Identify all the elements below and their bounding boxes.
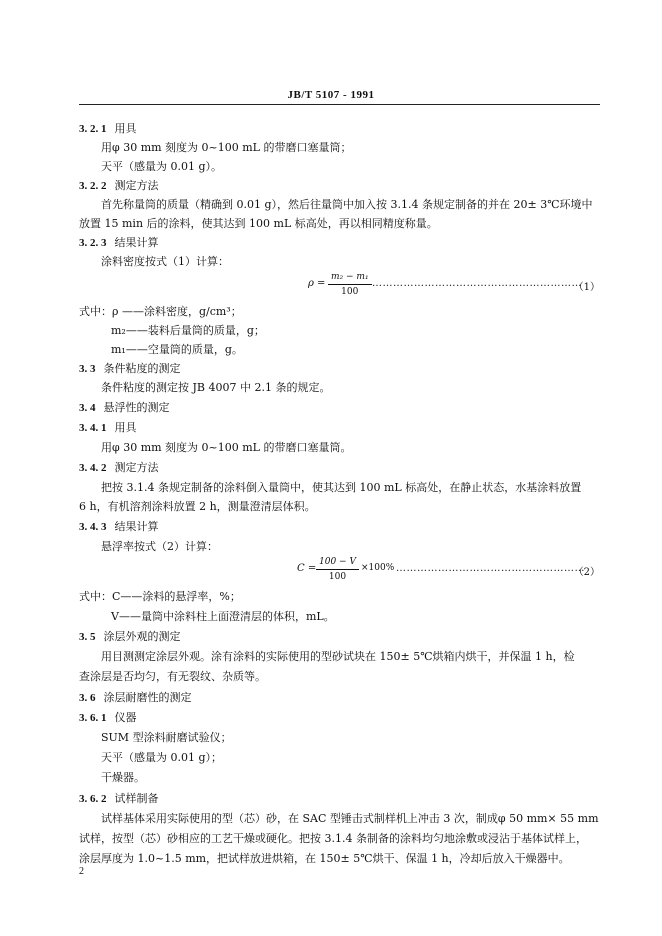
paragraph-line: 天平（感量为 0.01 g）； bbox=[101, 751, 223, 764]
paragraph-line: 用目测测定涂层外观。涂有涂料的实际使用的型砂试块在 150± 5℃烘箱内烘干，并保温 1 h，检 bbox=[101, 650, 575, 663]
section-heading-3-6-2: 3. 6. 2 试样制备 bbox=[79, 792, 159, 805]
paragraph-line: 首先称量筒的质量（精确到 0.01 g），然后往量筒中加入按 3.1.4 条规定制备的并在 20± 3℃环境中 bbox=[101, 198, 593, 211]
formula-1-fraction bbox=[328, 270, 372, 299]
paragraph-line: 悬浮率按式（2）计算： bbox=[101, 540, 218, 553]
paragraph-line: 查涂层是否均匀，有无裂纹、杂质等。 bbox=[79, 670, 266, 683]
formula-1-denominator: 100 bbox=[341, 287, 359, 297]
formula-1-numerator: m₂ − m₁ bbox=[328, 270, 372, 285]
running-header: JB/T 5107 - 1991 bbox=[287, 89, 375, 101]
formula-2-leader-dots: ……………………………………………… bbox=[396, 563, 585, 574]
where-clause: 式中：C——涂料的悬浮率，%； bbox=[79, 590, 241, 603]
paragraph-line: 涂料密度按式（1）计算： bbox=[101, 255, 229, 268]
paragraph-line: 天平（感量为 0.01 g）。 bbox=[101, 160, 223, 173]
section-heading-3-2-2: 3. 2. 2 测定方法 bbox=[79, 179, 159, 192]
section-heading-3-4-2: 3. 4. 2 测定方法 bbox=[79, 461, 159, 474]
formula-2-numerator: 100 − V bbox=[316, 555, 359, 570]
paragraph-line: 6 h，有机溶剂涂料放置 2 h，测量澄清层体积。 bbox=[79, 500, 316, 513]
formula-2-fraction bbox=[316, 555, 359, 584]
formula-1 bbox=[79, 270, 600, 304]
page-number: 2 bbox=[79, 866, 84, 877]
formula-2-lhs: C = bbox=[297, 563, 317, 574]
section-heading-3-4-3: 3. 4. 3 结果计算 bbox=[79, 520, 159, 533]
paragraph-line: 涂层厚度为 1.0~1.5 mm，把试样放进烘箱，在 150± 5℃烘干、保温 1 h，冷却后放入干燥器中。 bbox=[79, 852, 570, 865]
paragraph-line: SUM 型涂料耐磨试验仪； bbox=[101, 731, 232, 744]
header-rule bbox=[79, 104, 600, 105]
paragraph-line: 试样基体采用实际使用的型（芯）砂，在 SAC 型锤击式制样机上冲击 3 次，制成φ 50 mm× 55 mm bbox=[101, 812, 599, 825]
formula-2-denominator: 100 bbox=[328, 572, 347, 582]
section-heading-3-4: 3. 4 悬浮性的测定 bbox=[79, 401, 170, 414]
formula-1-leader-dots: …………………………………………………… bbox=[372, 278, 582, 289]
paragraph-line: 试样，按型（芯）砂相应的工艺干燥或硬化。把按 3.1.4 条制备的涂料均匀地涂敷或浸沾于基体试样上， bbox=[79, 832, 587, 845]
section-heading-3-2-3: 3. 2. 3 结果计算 bbox=[79, 236, 159, 249]
section-heading-3-4-1: 3. 4. 1 用具 bbox=[79, 421, 137, 434]
formula-2 bbox=[79, 555, 600, 589]
paragraph-line: 用φ 30 mm 刻度为 0~100 mL 的带磨口塞量筒。 bbox=[101, 441, 352, 454]
formula-1-lhs: ρ = bbox=[308, 278, 326, 289]
variable-definition: m₁——空量筒的质量，g。 bbox=[111, 343, 243, 356]
section-heading-3-2-1: 3. 2. 1 用具 bbox=[79, 122, 137, 135]
variable-definition: m₂——装料后量筒的质量，g； bbox=[111, 324, 265, 337]
where-clause: 式中：ρ ——涂料密度，g/cm³； bbox=[79, 305, 242, 318]
paragraph-line: 条件粘度的测定按 JB 4007 中 2.1 条的规定。 bbox=[101, 381, 331, 394]
section-heading-3-6: 3. 6 涂层耐磨性的测定 bbox=[79, 691, 192, 704]
paragraph-line: 放置 15 min 后的涂料，使其达到 100 mL 标高处，再以相同精度称量。 bbox=[79, 217, 438, 230]
paragraph-line: 把按 3.1.4 条规定制备的涂料倒入量筒中，使其达到 100 mL 标高处，在静止状态，水基涂料放置 bbox=[101, 481, 582, 494]
formula-1-number: （1） bbox=[573, 282, 600, 293]
section-heading-3-5: 3. 5 涂层外观的测定 bbox=[79, 630, 181, 643]
variable-definition: V——量筒中涂料柱上面澄清层的体积，mL。 bbox=[111, 610, 335, 623]
formula-2-number: （2） bbox=[573, 567, 600, 578]
section-heading-3-6-1: 3. 6. 1 仪器 bbox=[79, 711, 137, 724]
paragraph-line: 用φ 30 mm 刻度为 0~100 mL 的带磨口塞量筒； bbox=[101, 141, 352, 154]
formula-2-suffix: ×100% bbox=[361, 563, 395, 573]
paragraph-line: 干燥器。 bbox=[101, 771, 145, 784]
section-heading-3-3: 3. 3 条件粘度的测定 bbox=[79, 362, 181, 375]
